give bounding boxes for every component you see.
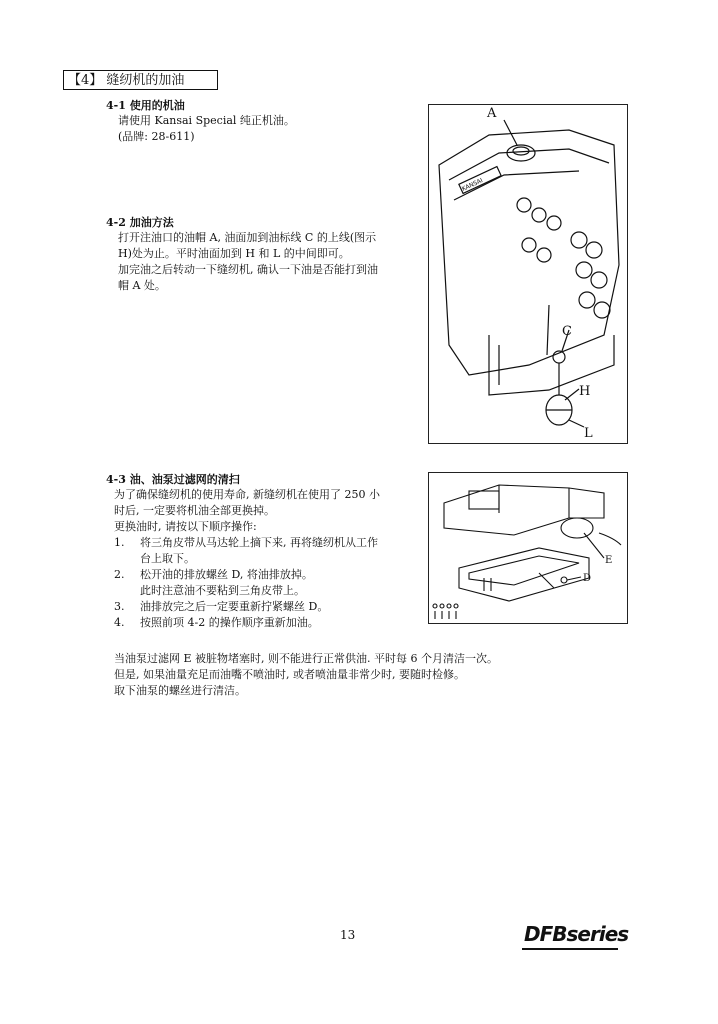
heading-4-2: 4-2 加油方法 xyxy=(106,216,174,229)
fig2-label-d: D xyxy=(583,573,592,584)
step-text: 油排放完之后一定要重新拧紧螺丝 D。 xyxy=(140,600,329,613)
list-item xyxy=(114,599,328,615)
oil-filter-figure xyxy=(428,472,628,624)
step-number: 1. xyxy=(114,536,125,549)
list-item xyxy=(114,567,313,583)
brand-underline xyxy=(522,948,618,950)
step-text: 将三角皮带从马达轮上摘下来, 再将缝纫机从工作 xyxy=(140,536,378,549)
brand-logo: DFBseries xyxy=(524,922,629,946)
list-item xyxy=(114,535,378,551)
closing-line-2: 但是, 如果油量充足而油嘴不喷油时, 或者喷油量非常少时, 要随时检修。 xyxy=(114,668,465,681)
step-number: 4. xyxy=(114,616,125,629)
text-4-1-line-2: (品牌: 28-611) xyxy=(118,130,195,143)
text-4-2-line-1: 打开注油口的油帽 A, 油面加到油标线 C 的上线(图示 xyxy=(118,231,377,244)
heading-4-3: 4-3 油、油泵过滤网的清扫 xyxy=(106,473,240,486)
step-text-cont: 此时注意油不要粘到三角皮带上。 xyxy=(140,584,305,597)
step-text: 松开油的排放螺丝 D, 将油排放掉。 xyxy=(140,568,313,581)
page-number: 13 xyxy=(340,928,356,942)
text-4-2-line-3: 加完油之后转动一下缝纫机, 确认一下油是否能打到油 xyxy=(118,263,378,276)
step-text-cont: 台上取下。 xyxy=(140,552,195,565)
text-4-3-intro-3: 更换油时, 请按以下顺序操作: xyxy=(114,520,257,533)
fig2-label-e: E xyxy=(605,555,613,566)
fig1-label-a: A xyxy=(487,106,497,121)
fig1-label-c: C xyxy=(562,324,572,339)
step-text: 按照前项 4-2 的操作顺序重新加油。 xyxy=(140,616,319,629)
fig1-brand-plate-text: KANSAI xyxy=(460,177,484,193)
oil-cap-illustration xyxy=(429,105,626,442)
text-4-3-intro-2: 时后, 一定要将机油全部更换掉。 xyxy=(114,504,275,517)
text-4-2-line-2: H)处为止。平时油面加到 H 和 L 的中间即可。 xyxy=(118,247,350,260)
section-title: 【4】 缝纫机的加油 xyxy=(63,70,218,90)
oil-filter-illustration xyxy=(429,473,626,622)
list-item xyxy=(114,615,319,631)
fig1-label-l: L xyxy=(584,426,593,441)
text-4-2-line-4: 帽 A 处。 xyxy=(118,279,166,292)
fig1-label-h: H xyxy=(579,384,591,399)
step-number: 2. xyxy=(114,568,125,581)
oil-cap-figure xyxy=(428,104,628,444)
text-4-1-line-1: 请使用 Kansai Special 纯正机油。 xyxy=(118,114,295,127)
text-4-3-intro-1: 为了确保缝纫机的使用寿命, 新缝纫机在使用了 250 小 xyxy=(114,488,380,501)
heading-4-1: 4-1 使用的机油 xyxy=(106,99,185,112)
closing-line-1: 当油泵过滤网 E 被脏物堵塞时, 则不能进行正常供油. 平时每 6 个月清洁一次。 xyxy=(114,652,498,665)
closing-line-3: 取下油泵的螺丝进行清洁。 xyxy=(114,684,246,697)
step-number: 3. xyxy=(114,600,125,613)
